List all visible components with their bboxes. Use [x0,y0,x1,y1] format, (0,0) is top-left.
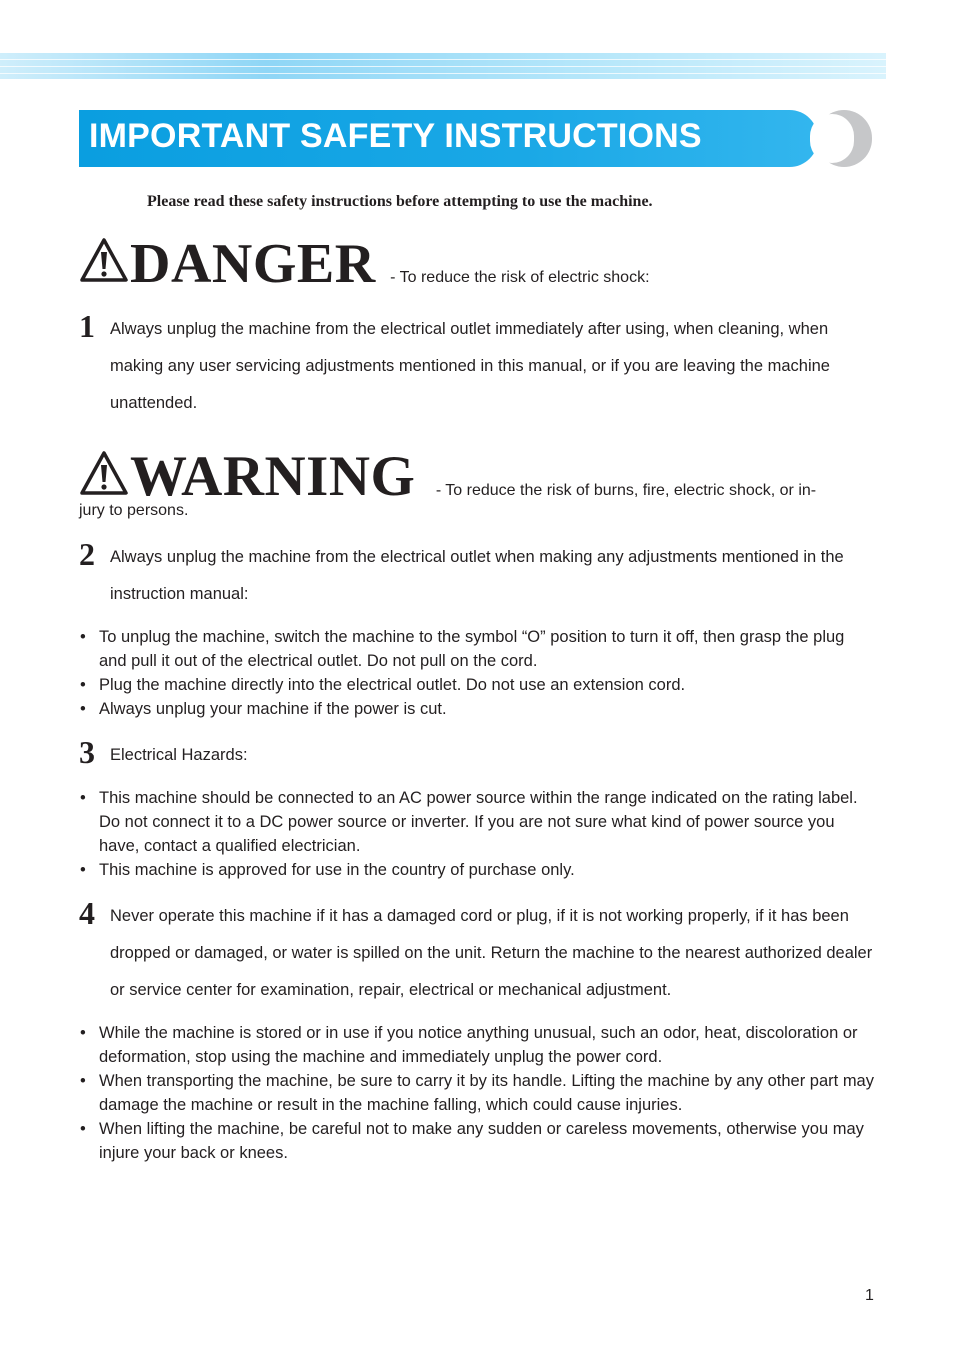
danger-word: DANGER [130,233,376,295]
list-item: • When transporting the machine, be sure to carry it by its handle. Lifting the machine by any other part may damage the machine or result in the machine falling, which could cause injuries. [80,1069,875,1117]
list-item: • Plug the machine directly into the electrical outlet. Do not use an extension cord. [80,673,875,697]
item-text: Never operate this machine if it has a damaged cord or plug, if it is not working properly, if it has been dropped or damaged, or water is spilled on the unit. Return the machine to the nearest authorized dealer or service center for examination, repair, electrical or mechanical adjustment. [110,907,873,999]
list-item: • To unplug the machine, switch the machine to the symbol “O” position to turn it off, then grasp the plug and pull it out of the electrical outlet. Do not pull on the cord. [80,625,875,673]
danger-heading [80,232,650,296]
danger-note: - To reduce the risk of electric shock: [390,269,650,286]
title-decoration-inner [810,114,854,163]
header-band [0,53,886,79]
bullet-list [80,1021,875,1165]
warning-note: - To reduce the risk of burns, fire, electric shock, or in- [435,482,817,499]
warning-heading [80,444,816,509]
item-number: 1 [79,308,95,344]
item-text: Always unplug the machine from the electrical outlet immediately after using, when cleaning, when making any user servicing adjustments mentioned in this manual, or if you are leaving the machine unattended. [110,320,830,412]
item-number: 2 [79,536,95,572]
warning-triangle-icon [80,238,128,282]
warning-note-continued: jury to persons. [79,502,189,519]
list-item: • Always unplug your machine if the power is cut. [80,697,875,721]
list-item: • This machine should be connected to an AC power source within the range indicated on the rating label. Do not connect it to a DC power source or inverter. If you are not sure what kind of power source you have, contact a qualified electrician. [80,786,875,858]
intro-text: Please read these safety instructions before attempting to use the machine. [147,193,653,210]
bullet-list [80,625,875,721]
page-number: 1 [865,1287,874,1304]
list-item: • While the machine is stored or in use if you notice anything unusual, such an odor, heat, discoloration or deformation, stop using the machine and immediately unplug the power cord. [80,1021,875,1069]
list-item: • This machine is approved for use in the country of purchase only. [80,858,875,882]
bullet-list [80,786,875,882]
title-bar [79,110,818,167]
warning-triangle-icon [80,451,128,495]
item-number: 4 [79,895,95,931]
item-text: Electrical Hazards: [110,746,248,764]
page-title: IMPORTANT SAFETY INSTRUCTIONS [89,117,702,155]
item-text: Always unplug the machine from the electrical outlet when making any adjustments mentioned in the instruction manual: [110,548,844,603]
warning-word: WARNING [130,445,416,508]
item-number: 3 [79,734,95,770]
list-item: • When lifting the machine, be careful not to make any sudden or careless movements, otherwise you may injure your back or knees. [80,1117,875,1165]
